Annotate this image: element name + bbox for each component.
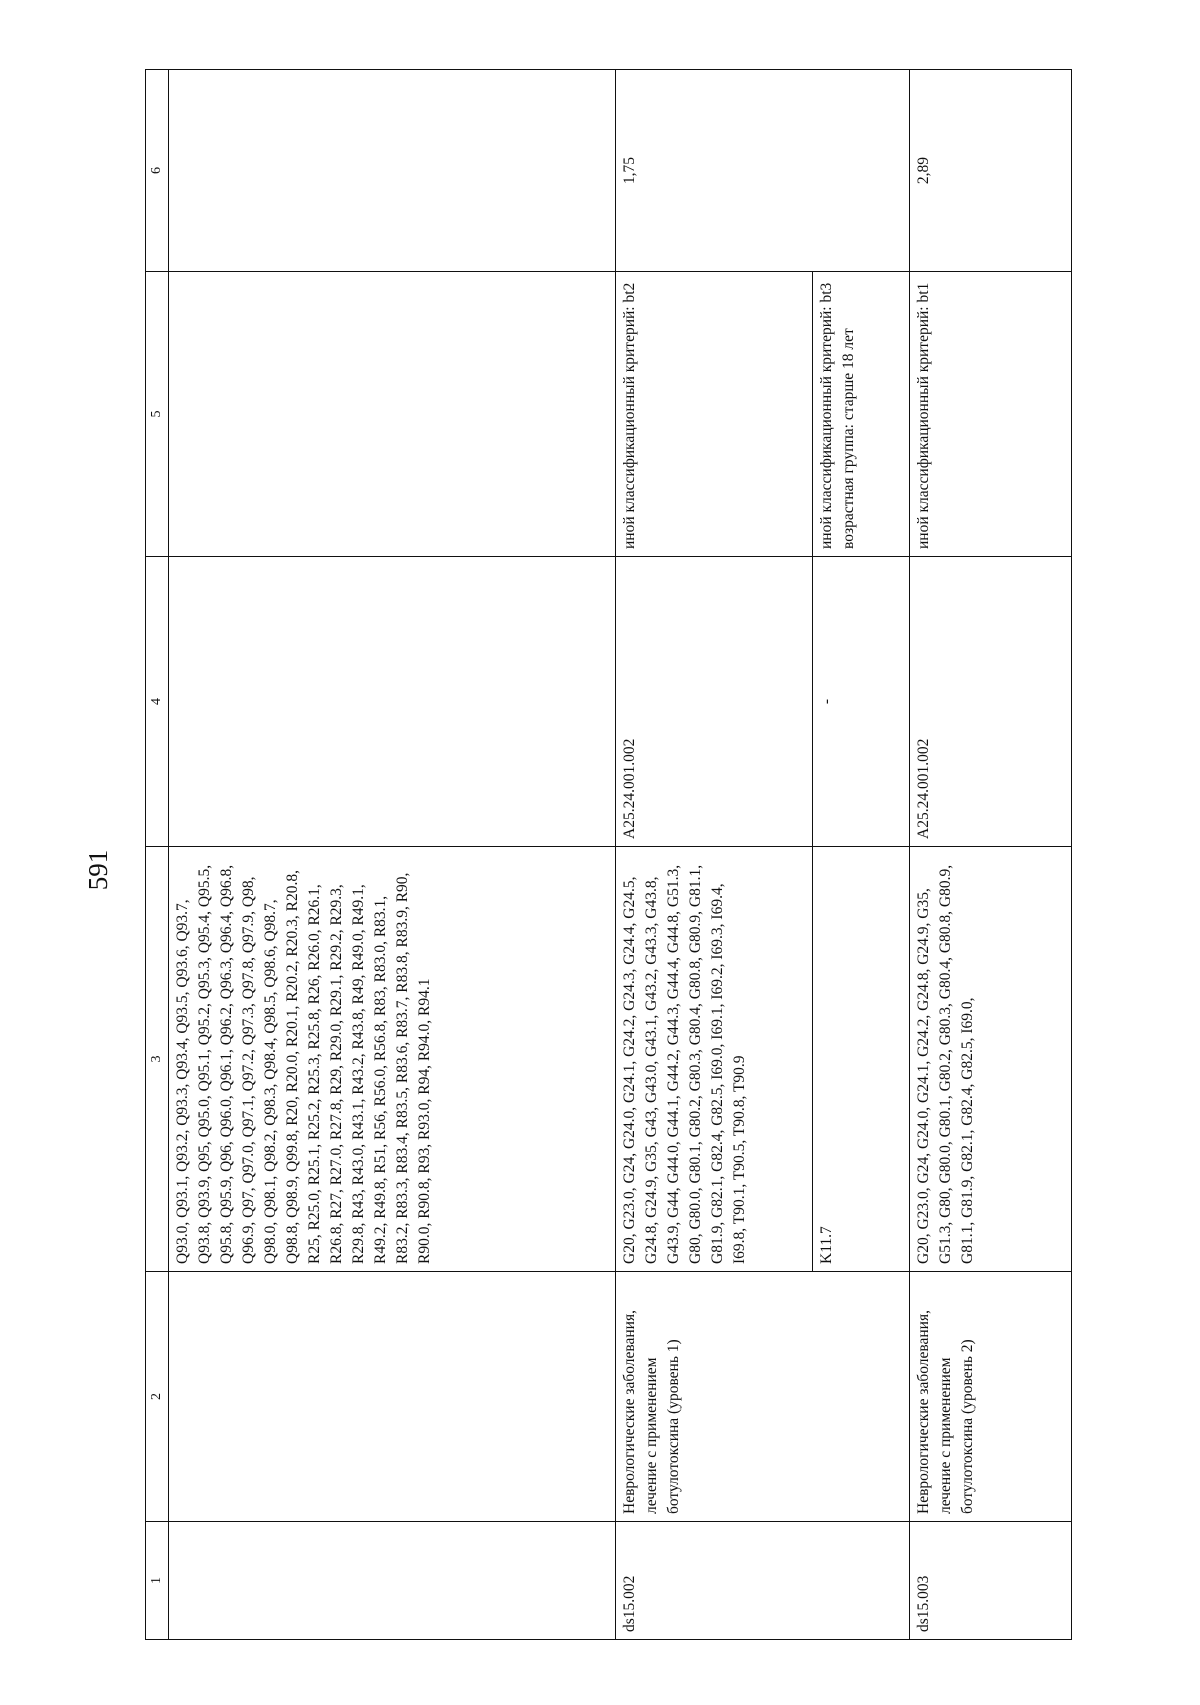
column-number: 5 <box>146 272 169 557</box>
service-code-cell: A25.24.001.002 <box>910 557 1072 847</box>
service-code-cell: - <box>813 557 910 847</box>
page-number: 591 <box>82 849 113 891</box>
name-cell <box>169 1272 616 1522</box>
diagnosis-codes-cell: G20, G23.0, G24, G24.0, G24.1, G24.2, G24.3, G24.4, G24.5, G24.8, G24.9, G35, G43, G43.0, G43.1, G43.2, G43.3, G43.8, G43.9, G44, G44.0, G44.1, G44.2, G44.3, G44.4, G44.8, G51.3, G80, G80.0, G80.1, G80.2, G80.3, G80.4, G80.8, G80.9, G81.1, G81.9, G82.1, G82.4, G82.5, I69.0, I69.1, I69.2, I69.3, I69.4, I69.8, T90.1, T90.5, T90.8, T90.9 <box>616 847 813 1272</box>
coefficient-cell: 2,89 <box>910 70 1072 272</box>
table-row <box>169 70 616 1640</box>
column-number: 1 <box>146 1522 169 1640</box>
name-cell: Неврологические заболевания, лечение с применением ботулотоксина (уровень 1) <box>616 1272 910 1522</box>
column-number: 6 <box>146 70 169 272</box>
tariff-table <box>145 69 1072 1640</box>
coefficient-cell <box>169 70 616 272</box>
name-cell: Неврологические заболевания, лечение с применением ботулотоксина (уровень 2) <box>910 1272 1072 1522</box>
table-row <box>910 70 1072 1640</box>
criteria-cell: иной классификационный критерий: bt1 <box>910 272 1072 557</box>
diagnosis-codes-cell: G20, G23.0, G24, G24.0, G24.1, G24.2, G24.8, G24.9, G35, G51.3, G80, G80.0, G80.1, G80.2, G80.3, G80.4, G80.8, G80.9, G81.1, G81.9, G82.1, G82.4, G82.5, I69.0, <box>910 847 1072 1272</box>
criteria-cell: иной классификационный критерий: bt3 возрастная группа: старше 18 лет <box>813 272 910 557</box>
column-number-row <box>146 70 169 1640</box>
diagnosis-codes-cell: Q93.0, Q93.1, Q93.2, Q93.3, Q93.4, Q93.5, Q93.6, Q93.7, Q93.8, Q93.9, Q95, Q95.0, Q95.1, Q95.2, Q95.3, Q95.4, Q95.5, Q95.8, Q95.9, Q96, Q96.0, Q96.1, Q96.2, Q96.3, Q96.4, Q96.8, Q96.9, Q97, Q97.0, Q97.1, Q97.2, Q97.3, Q97.8, Q97.9, Q98, Q98.0, Q98.1, Q98.2, Q98.3, Q98.4, Q98.5, Q98.6, Q98.7, Q98.8, Q98.9, Q99.8, R20, R20.0, R20.1, R20.2, R20.3, R20.8, R25, R25.0, R25.1, R25.2, R25.3, R25.8, R26, R26.0, R26.1, R26.8, R27, R27.0, R27.8, R29, R29.0, R29.1, R29.2, R29.3, R29.8, R43, R43.0, R43.1, R43.2, R43.8, R49, R49.0, R49.1, R49.2, R49.8, R51, R56, R56.0, R56.8, R83, R83.0, R83.1, R83.2, R83.3, R83.4, R83.5, R83.6, R83.7, R83.8, R83.9, R90, R90.0, R90.8, R93, R93.0, R94, R94.0, R94.1 <box>169 847 616 1272</box>
code-cell <box>169 1522 616 1640</box>
code-cell: ds15.002 <box>616 1522 910 1640</box>
service-code-cell <box>169 557 616 847</box>
column-number: 4 <box>146 557 169 847</box>
coefficient-cell: 1,75 <box>616 70 910 272</box>
table-row <box>616 70 813 1640</box>
criteria-cell: иной классификационный критерий: bt2 <box>616 272 813 557</box>
criteria-cell <box>169 272 616 557</box>
column-number: 2 <box>146 1272 169 1522</box>
service-code-cell: A25.24.001.002 <box>616 557 813 847</box>
column-number: 3 <box>146 847 169 1272</box>
rotated-table-container <box>145 70 1045 1640</box>
diagnosis-codes-cell: K11.7 <box>813 847 910 1272</box>
code-cell: ds15.003 <box>910 1522 1072 1640</box>
